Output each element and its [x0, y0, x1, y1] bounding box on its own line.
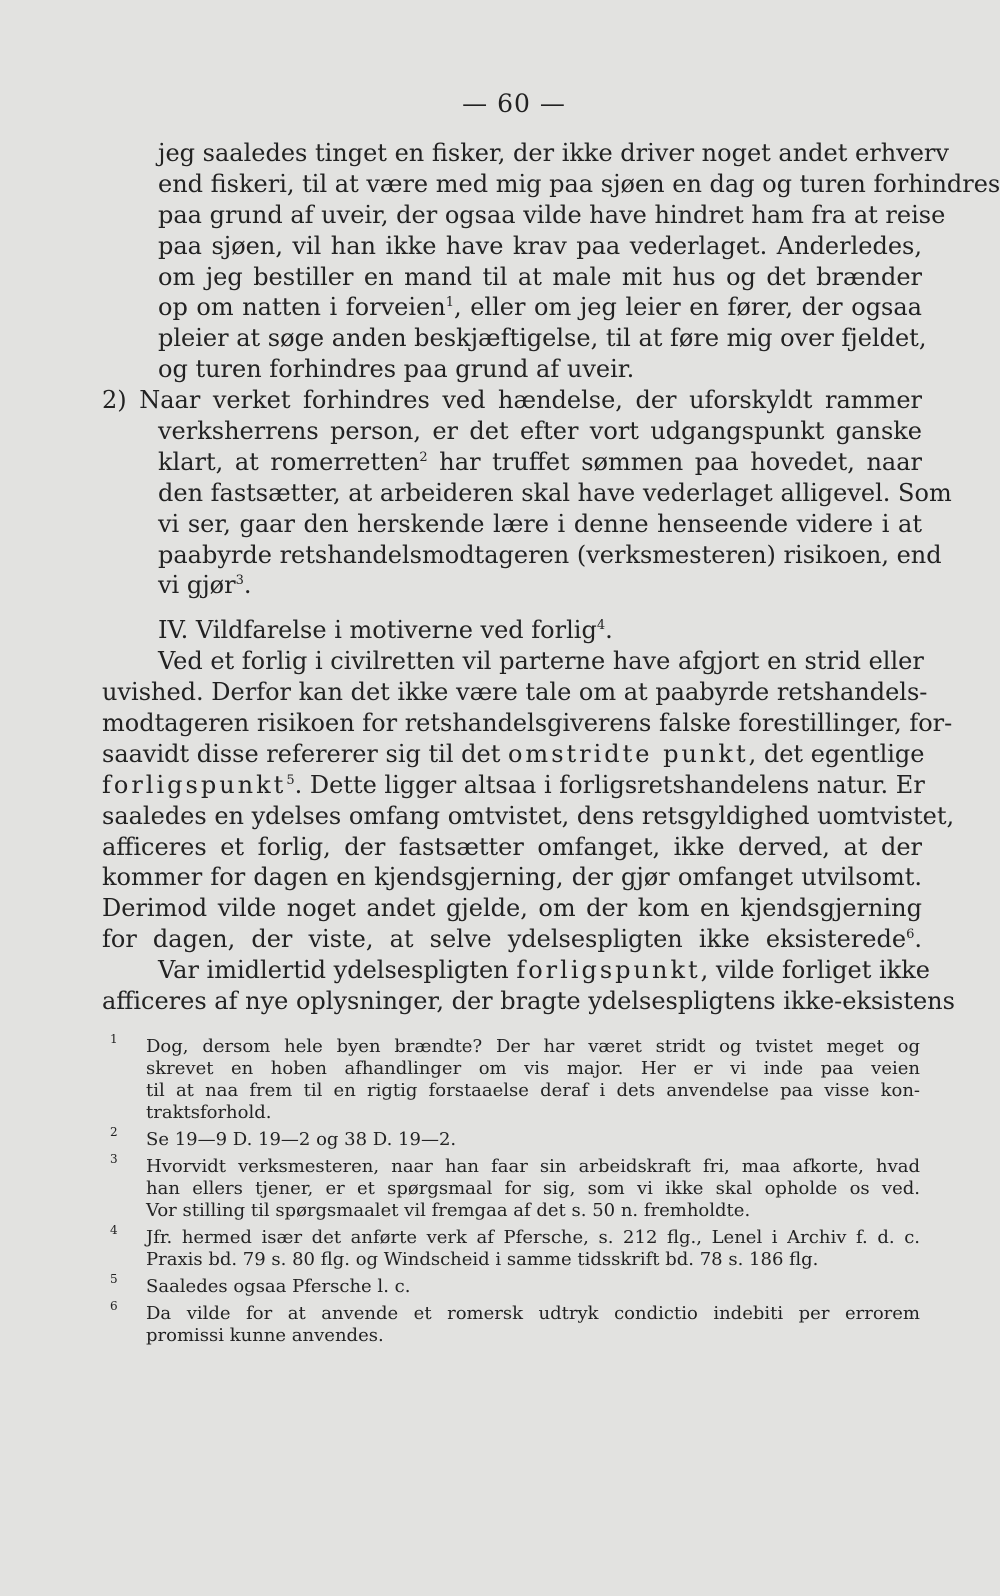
text-line: saaledes en ydelses omfang omtvistet, dens retsgyldighed uomtvistet,: [102, 801, 955, 830]
text-fragment: Var imidlertid ydelsespligten: [158, 956, 509, 985]
text-line: afficeres af nye oplysninger, der bragte ydelsespligtens ikke-eksistens: [102, 987, 955, 1016]
text-line: Derimod vilde noget andet gjelde, om der kom en kjendsgjerning: [102, 894, 922, 923]
footnote-number: 5: [110, 1272, 118, 1286]
text-fragment: op om natten i forveien: [158, 293, 446, 322]
text-line: den fastsætter, at arbeideren skal have vederlaget alligevel. Som: [158, 478, 952, 507]
page-number: — 60 —: [462, 89, 566, 118]
text-line: [102, 924, 922, 955]
text-line: pleier at søge anden beskjæftigelse, til at føre mig over fjeldet,: [158, 324, 927, 353]
text-fragment: har truffet sømmen paa hovedet, naar: [427, 447, 922, 476]
section-gap: [102, 601, 922, 615]
footnote-ref: 3: [235, 573, 244, 589]
footnote: [110, 1125, 920, 1151]
footnote-line: Dog, dersom hele byen brændte? Der har været stridt og tvistet meget og: [146, 1036, 920, 1057]
footnote-number: 4: [110, 1223, 118, 1237]
footnote-number: 1: [110, 1032, 118, 1046]
text-line: Ved et forlig i civilretten vil parterne have afgjort en strid eller: [158, 647, 924, 676]
footnote-number: 6: [110, 1299, 118, 1313]
text-fragment: IV. Vildfarelse i motiverne ved forlig: [158, 616, 597, 645]
footnote: [110, 1272, 920, 1298]
text-line: om jeg bestiller en mand til at male mit hus og det brænder: [158, 262, 922, 291]
footnote-line: Jfr. hermed især det anførte verk af Pfersche, s. 212 flg., Lenel i Archiv f. d. c.: [146, 1227, 920, 1248]
text-line: jeg saaledes tinget en fisker, der ikke driver noget andet erhverv: [158, 139, 949, 167]
text-line: og turen forhindres paa grund af uveir.: [158, 355, 635, 384]
footnote-number: 3: [110, 1152, 118, 1166]
footnote-ref: 4: [596, 618, 606, 634]
text-fragment: klart, at romerretten: [158, 447, 420, 476]
footnote-line: skrevet en hoben afhandlinger om vis major. Her er vi inde paa veien: [146, 1058, 920, 1079]
text-fragment: , eller om jeg leier en fører, der ogsaa: [453, 293, 922, 322]
text-line: uvished. Derfor kan det ikke være tale om at paabyrde retshandels-: [102, 678, 928, 707]
text-line: [158, 955, 930, 986]
spaced-emphasis: omstridte punkt: [507, 739, 749, 768]
footnote-ref: 2: [419, 449, 428, 465]
footnote-line: promissi kunne anvendes.: [146, 1325, 384, 1346]
text-line: [158, 570, 922, 601]
text-line: paa grund af uveir, der ogsaa vilde have hindret ham fra at reise: [158, 200, 946, 229]
text-line: [102, 739, 925, 770]
text-fragment: .: [243, 571, 252, 600]
text-line: paabyrde retshandelsmodtageren (verksmesteren) risikoen, end: [158, 540, 942, 569]
text-line: end fiskeri, til at være med mig paa sjøen en dag og turen forhindres: [158, 169, 1000, 198]
footnote-ref: 5: [286, 772, 295, 788]
footnote-line: til at naa frem til en rigtig forstaaelse deraf i dets anvendelse paa visse kon-: [146, 1080, 920, 1101]
text-fragment: saavidt disse refererer sig til det: [102, 739, 501, 768]
footnote-line: traktsforhold.: [146, 1102, 272, 1123]
text-line: [102, 770, 925, 801]
text-fragment: vi gjør: [158, 571, 236, 600]
footnote-line: Da vilde for at anvende et romersk udtryk condictio indebiti per errorem: [146, 1303, 920, 1324]
footnote-line: Se 19—9 D. 19—2 og 38 D. 19—2.: [146, 1129, 457, 1150]
text-fragment: , vilde forliget ikke: [700, 956, 930, 985]
text-line: [158, 447, 922, 478]
text-line: vi ser, gaar den herskende lære i denne henseende videre i at: [158, 509, 922, 538]
text-line: afficeres et forlig, der fastsætter omfanget, ikke derved, at der: [102, 832, 922, 861]
spaced-emphasis: forligspunkt: [516, 956, 701, 985]
footnote-line: Praxis bd. 79 s. 80 flg. og Windscheid i samme tidsskrift bd. 78 s. 186 flg.: [146, 1249, 819, 1270]
footnote: [110, 1299, 920, 1347]
text-fragment: .: [914, 925, 922, 954]
footnote-line: han ellers tjener, er et spørgsmaal for sig, som vi ikke skal opholde os ved.: [146, 1178, 920, 1199]
footnote-line: Saaledes ogsaa Pfersche l. c.: [146, 1276, 411, 1297]
footnote-number: 2: [110, 1125, 118, 1139]
text-line: modtageren risikoen for retshandelsgiverens falske forestillinger, for-: [102, 709, 953, 738]
text-line: paa sjøen, vil han ikke have krav paa vederlaget. Anderledes,: [158, 231, 922, 260]
footnote: [110, 1223, 920, 1271]
footnote-line: Hvorvidt verksmesteren, naar han faar sin arbeidskraft fri, maa afkorte, hvad: [146, 1156, 920, 1177]
text-fragment: . Dette ligger altsaa i forligsretshandelens natur. Er: [294, 770, 925, 799]
spaced-emphasis: forligspunkt: [102, 770, 287, 799]
text-line: 2) Naar verket forhindres ved hændelse, der uforskyldt rammer: [102, 386, 922, 415]
footnote-line: Vor stilling til spørgsmaalet vil fremgaa af det s. 50 n. fremholdte.: [146, 1200, 751, 1221]
footnote-ref: 6: [906, 927, 915, 943]
footnotes: [110, 1032, 920, 1352]
footnote: [110, 1152, 920, 1222]
footnote-ref: 1: [445, 295, 454, 311]
text-fragment: for dagen, der viste, at selve ydelsespligten ikke eksisterede: [102, 925, 907, 954]
body-text: [102, 138, 1000, 1017]
text-fragment: .: [605, 616, 613, 645]
text-fragment: , det egentlige: [748, 739, 925, 768]
text-line: [158, 292, 922, 323]
section-heading: [158, 615, 922, 646]
text-line: kommer for dagen en kjendsgjerning, der gjør omfanget utvilsomt.: [102, 863, 922, 892]
text-line: verksherrens person, er det efter vort udgangspunkt ganske: [158, 417, 922, 446]
footnote: [110, 1032, 920, 1124]
